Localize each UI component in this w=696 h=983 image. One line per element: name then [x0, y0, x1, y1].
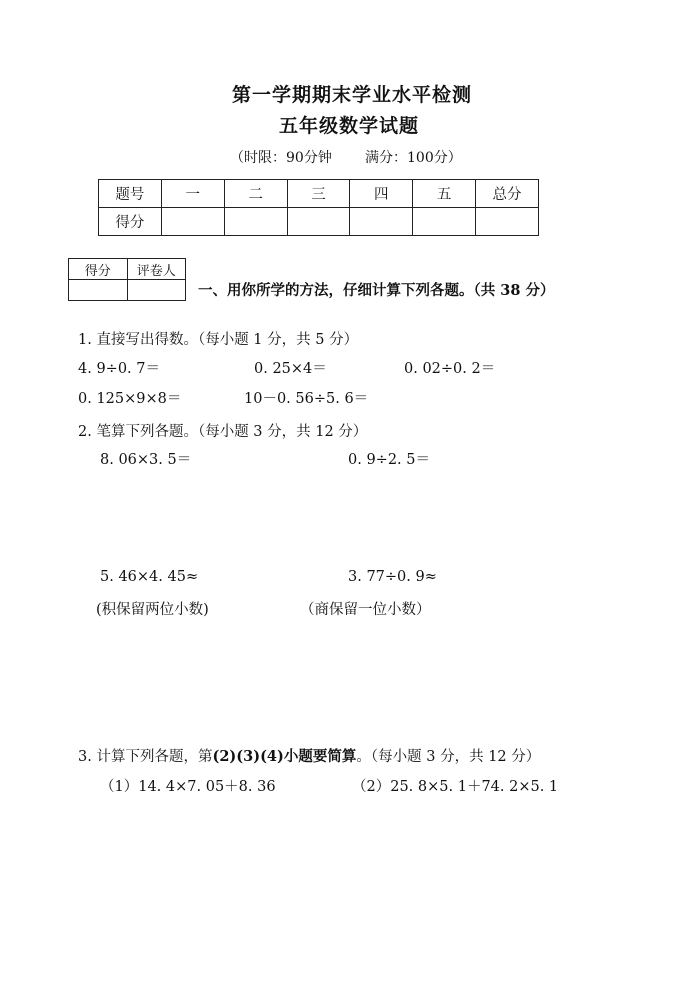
grader-box-score-label: 得分: [69, 259, 128, 280]
score-table-header-cell: 二: [224, 180, 287, 208]
score-table-header-cell: 总分: [476, 180, 539, 208]
score-cell: [413, 208, 476, 236]
q2-item: 8. 06×3. 5＝: [100, 452, 192, 468]
score-cell: [224, 208, 287, 236]
q3-label-part: 3. 计算下列各题，第: [78, 749, 213, 765]
score-table-header-cell: 三: [287, 180, 350, 208]
q1-item: 0. 125×9×8＝: [78, 391, 182, 407]
score-cell: [161, 208, 224, 236]
score-cell: [476, 208, 539, 236]
grader-box-cell: [127, 280, 186, 301]
score-table-score-row: [99, 208, 539, 236]
q2-item: 5. 46×4. 45≈: [100, 569, 199, 585]
exam-title: 第一学期期末学业水平检测: [232, 84, 473, 106]
q3-label-bold: (2)(3)(4): [212, 748, 284, 765]
time-limit: （时限：90分钟: [230, 150, 332, 166]
score-row-label: 得分: [99, 208, 162, 236]
score-table-header-cell: 四: [350, 180, 413, 208]
q3-label-part: 。（每小题 3 分，共 12 分）: [356, 749, 541, 765]
q2-item: 3. 77÷0. 9≈: [348, 569, 437, 585]
score-cell: [350, 208, 413, 236]
q1-item: 10－0. 56÷5. 6＝: [244, 391, 369, 407]
q1-item: 0. 02÷0. 2＝: [404, 361, 496, 377]
score-table-header-cell: 题号: [99, 180, 162, 208]
score-cell: [287, 208, 350, 236]
grader-box: [68, 258, 186, 301]
grader-box-cell: [69, 280, 128, 301]
q1-label: 1. 直接写出得数。（每小题 1 分，共 5 分）: [78, 332, 359, 348]
q2-label: 2. 笔算下列各题。（每小题 3 分，共 12 分）: [78, 424, 368, 440]
q3-item: （1）14. 4×7. 05＋8. 36: [100, 779, 276, 795]
q2-note: (积保留两位小数): [96, 602, 209, 618]
score-table: [98, 179, 539, 236]
q1-item: 4. 9÷0. 7＝: [78, 361, 160, 377]
q2-item: 0. 9÷2. 5＝: [348, 452, 430, 468]
section1-heading: 一、用你所学的方法，仔细计算下列各题。（共 38 分）: [198, 282, 555, 299]
q2-note: （商保留一位小数）: [300, 602, 431, 618]
score-table-header-row: [99, 180, 539, 208]
q3-label: [78, 745, 540, 766]
exam-subtitle: 五年级数学试题: [279, 115, 420, 137]
q3-label-bold: 小题要简算: [283, 748, 357, 765]
full-score: 满分：100分）: [365, 150, 462, 166]
score-table-header-cell: 一: [161, 180, 224, 208]
q3-item: （2）25. 8×5. 1＋74. 2×5. 1: [352, 779, 559, 795]
score-table-header-cell: 五: [413, 180, 476, 208]
grader-box-grader-label: 评卷人: [127, 259, 186, 280]
q1-item: 0. 25×4＝: [254, 361, 327, 377]
